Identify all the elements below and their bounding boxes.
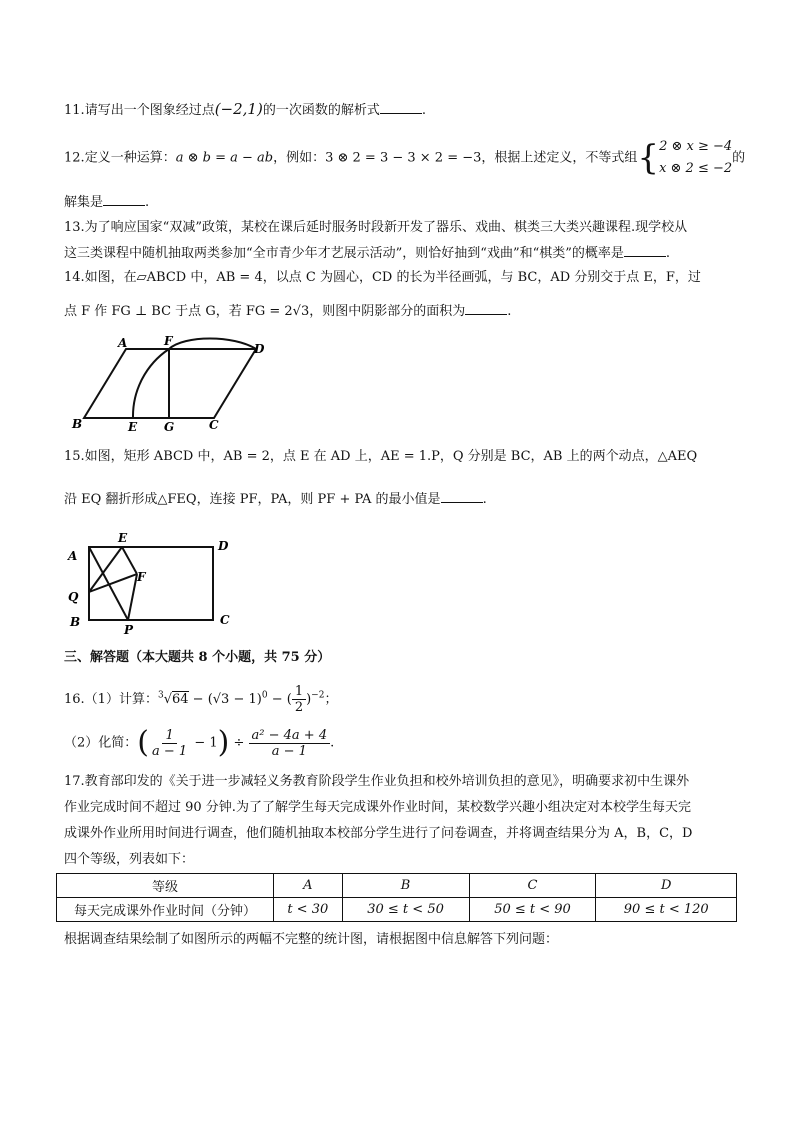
label-E: E	[118, 531, 128, 545]
question-17-line2: 作业完成时间不超过 90 分钟.为了了解学生每天完成课外作业时间，某校数学兴趣小组决定对本校学生每天完	[64, 800, 691, 815]
label-B: B	[70, 615, 81, 629]
question-14-line1: 14.如图，在▱ABCD 中，AB = 4，以点 C 为圆心，CD 的长为半径画弧，与 BC，AD 分别交于点 E，F，过	[64, 270, 701, 285]
label-G: G	[164, 420, 175, 434]
label-Q: Q	[68, 590, 79, 604]
question-13-line2: 这三类课程中随机抽取两类参加“全市青少年才艺展示活动”，则恰好抽到“戏曲”和“棋类”的概率是 .	[64, 246, 671, 261]
question-17-after-table: 根据调查结果绘制了如图所示的两幅不完整的统计图，请根据图中信息解答下列问题：	[64, 932, 559, 947]
question-11: 11.请写出一个图象经过点(−2,1)的一次函数的解析式 .	[64, 100, 426, 118]
fraction-one-half: $\frac{1}{2}$	[292, 684, 306, 715]
label-P: P	[124, 623, 134, 637]
label-C: C	[220, 613, 230, 627]
label-D: D	[218, 539, 229, 553]
question-17-line4: 四个等级，列表如下：	[64, 852, 195, 867]
question-12: 12.定义一种运算：a ⊗ b = a − ab，例如：3 ⊗ 2 = 3 − 3 × 2 = −3，根据上述定义，不等式组{2 ⊗ x ≥ −4 x ⊗ 2 ≤ −2的	[64, 138, 746, 178]
fraction-expression: $\frac{\text{a² − 4a + 4}}{a - 1}$	[249, 728, 331, 759]
label-F: F	[164, 334, 173, 348]
section-3-heading: 三、解答题（本大题共 8 个小题，共 75 分）	[64, 650, 331, 665]
answer-blank[interactable]	[441, 490, 483, 503]
system-brace: {	[637, 138, 660, 178]
question-14-line2: 点 F 作 FG ⊥ BC 于点 G，若 FG = 2√3，则图中阴影部分的面积为 .	[64, 304, 512, 319]
label-B: B	[72, 417, 83, 431]
table-row: 每天完成课外作业时间（分钟） t < 30 30 ≤ t < 50 50 ≤ t < 90 90 ≤ t < 120	[57, 898, 737, 922]
question-13-line1: 13.为了响应国家“双减”政策，某校在课后延时服务时段新开发了器乐、戏曲、棋类三大类兴趣课程.现学校从	[64, 220, 688, 235]
label-F: F	[137, 570, 146, 584]
segment-EF	[122, 547, 137, 574]
question-15-line1: 15.如图，矩形 ABCD 中，AB = 2，点 E 在 AD 上，AE = 1.P，Q 分别是 BC，AB 上的两个动点，△AEQ	[64, 449, 698, 464]
inequality-system: 2 ⊗ x ≥ −4 x ⊗ 2 ≤ −2	[659, 139, 733, 176]
figure-rectangle	[60, 527, 250, 637]
question-16-part2: （2）化简：( $\frac{1}{a - 1}$ − 1) ÷ $\frac{\text{a² − 4a + 4}}{a - 1}$ .	[64, 725, 335, 760]
answer-blank[interactable]	[103, 193, 145, 206]
label-A: A	[68, 549, 78, 563]
arc-EF	[133, 349, 169, 418]
answer-blank[interactable]	[465, 302, 507, 315]
answer-blank[interactable]	[624, 244, 666, 257]
table-header-row: 等级 A B C D	[57, 874, 737, 898]
question-17-line3: 成课外作业所用时间进行调查，他们随机抽取本校部分学生进行了问卷调查，并将调查结果分为 A，B，C，D	[64, 826, 693, 841]
question-12-line2: 解集是 .	[64, 195, 150, 210]
label-A: A	[118, 336, 128, 350]
shaded-region-top	[169, 339, 256, 350]
label-D: D	[254, 342, 265, 356]
grade-table	[56, 873, 737, 922]
question-15-line2: 沿 EQ 翻折形成△FEQ，连接 PF，PA，则 PF + PA 的最小值是 .	[64, 492, 487, 507]
cube-root: √64	[163, 692, 189, 707]
segment-FP	[128, 574, 137, 620]
question-16-part1: 16.（1）计算：$^3√64 - (√3 - 1)^0$ − ( $\frac{1}{2}$ )$^{-2}$；	[64, 684, 338, 715]
label-E: E	[128, 420, 138, 434]
answer-blank[interactable]	[380, 101, 422, 114]
question-17-line1: 17.教育部印发的《关于进一步减轻义务教育阶段学生作业负担和校外培训负担的意见》，明确要求初中生课外	[64, 774, 690, 789]
fraction-1-over-a-minus-1: $\frac{1}{a - 1}$	[152, 727, 188, 759]
figure-parallelogram	[64, 330, 274, 435]
label-C: C	[209, 418, 219, 432]
